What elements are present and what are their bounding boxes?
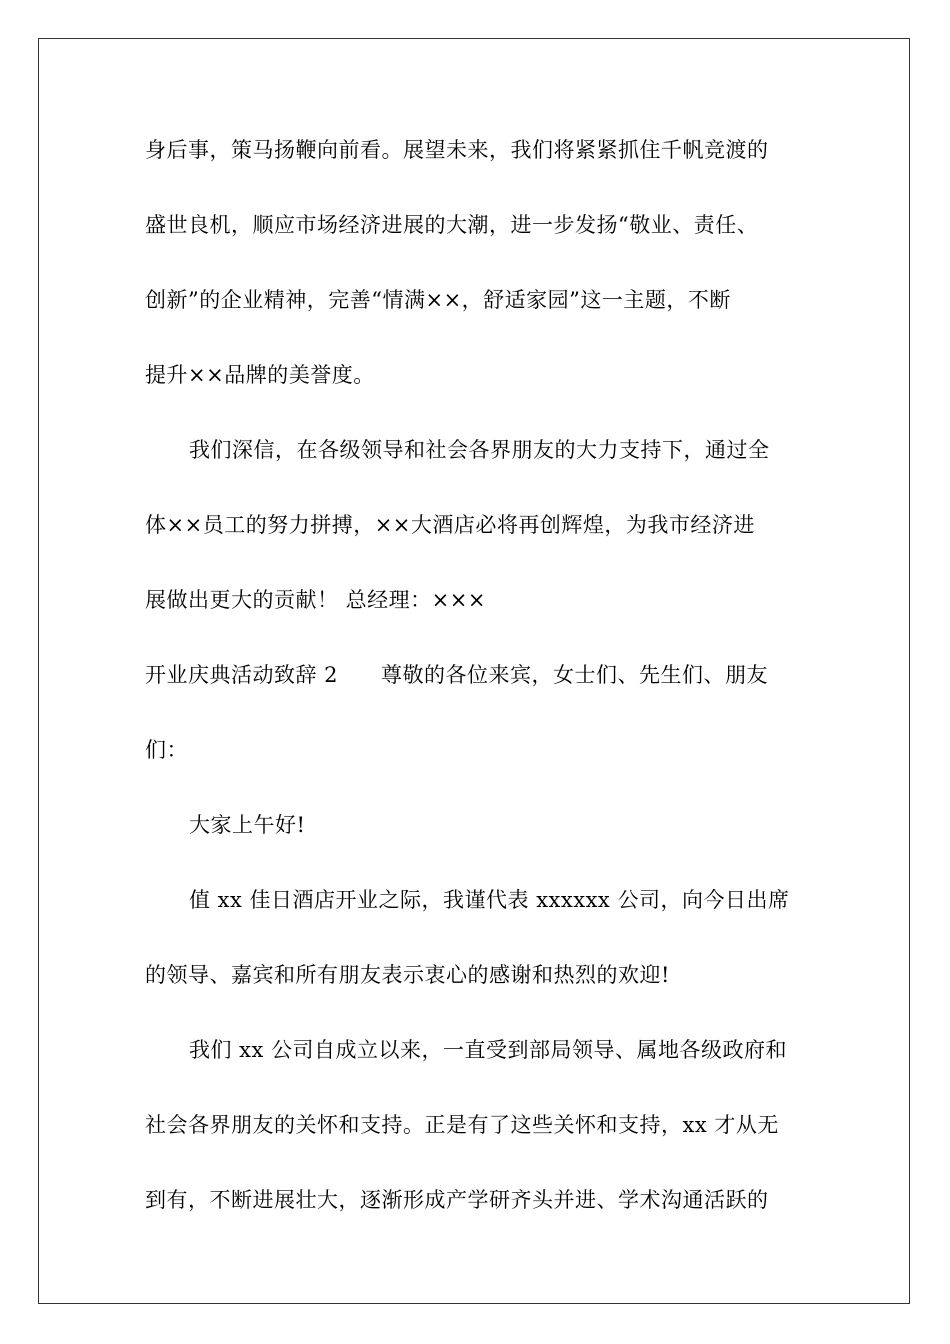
text-line-15: 到有，不断进展壮大，逐渐形成产学研齐头并进、学术沟通活跃的	[145, 1188, 769, 1212]
text-line-5: 我们深信，在各级领导和社会各界朋友的大力支持下，通过全	[189, 438, 770, 462]
text-line-4: 提升××品牌的美誉度。	[145, 363, 375, 387]
text-line-13: 我们 xx 公司自成立以来，一直受到部局领导、属地各级政府和	[189, 1038, 788, 1062]
greeting-line: 大家上午好!	[189, 813, 306, 837]
section-heading-line: 开业庆典活动致辞 2 尊敬的各位来宾，女士们、先生们、朋友	[145, 663, 769, 687]
text-line-14: 社会各界朋友的关怀和支持。正是有了这些关怀和支持，xx 才从无	[145, 1113, 779, 1137]
text-line-11: 值 xx 佳日酒店开业之际，我谨代表 xxxxxx 公司，向今日出席	[189, 888, 790, 912]
text-line-9: 们：	[145, 738, 188, 762]
text-line-3: 创新”的企业精神，完善“情满××，舒适家园”这一主题，不断	[145, 288, 731, 312]
text-line-12: 的领导、嘉宾和所有朋友表示衷心的感谢和热烈的欢迎!	[145, 963, 670, 987]
text-line-6: 体××员工的努力拼搏，××大酒店必将再创辉煌，为我市经济进	[145, 513, 755, 537]
text-line-1: 身后事，策马扬鞭向前看。展望未来，我们将紧紧抓住千帆竞渡的	[145, 138, 769, 162]
text-line-7: 展做出更大的贡献！ 总经理：×××	[145, 588, 486, 612]
text-line-2: 盛世良机，顺应市场经济进展的大潮，进一步发扬“敬业、责任、	[145, 213, 759, 237]
